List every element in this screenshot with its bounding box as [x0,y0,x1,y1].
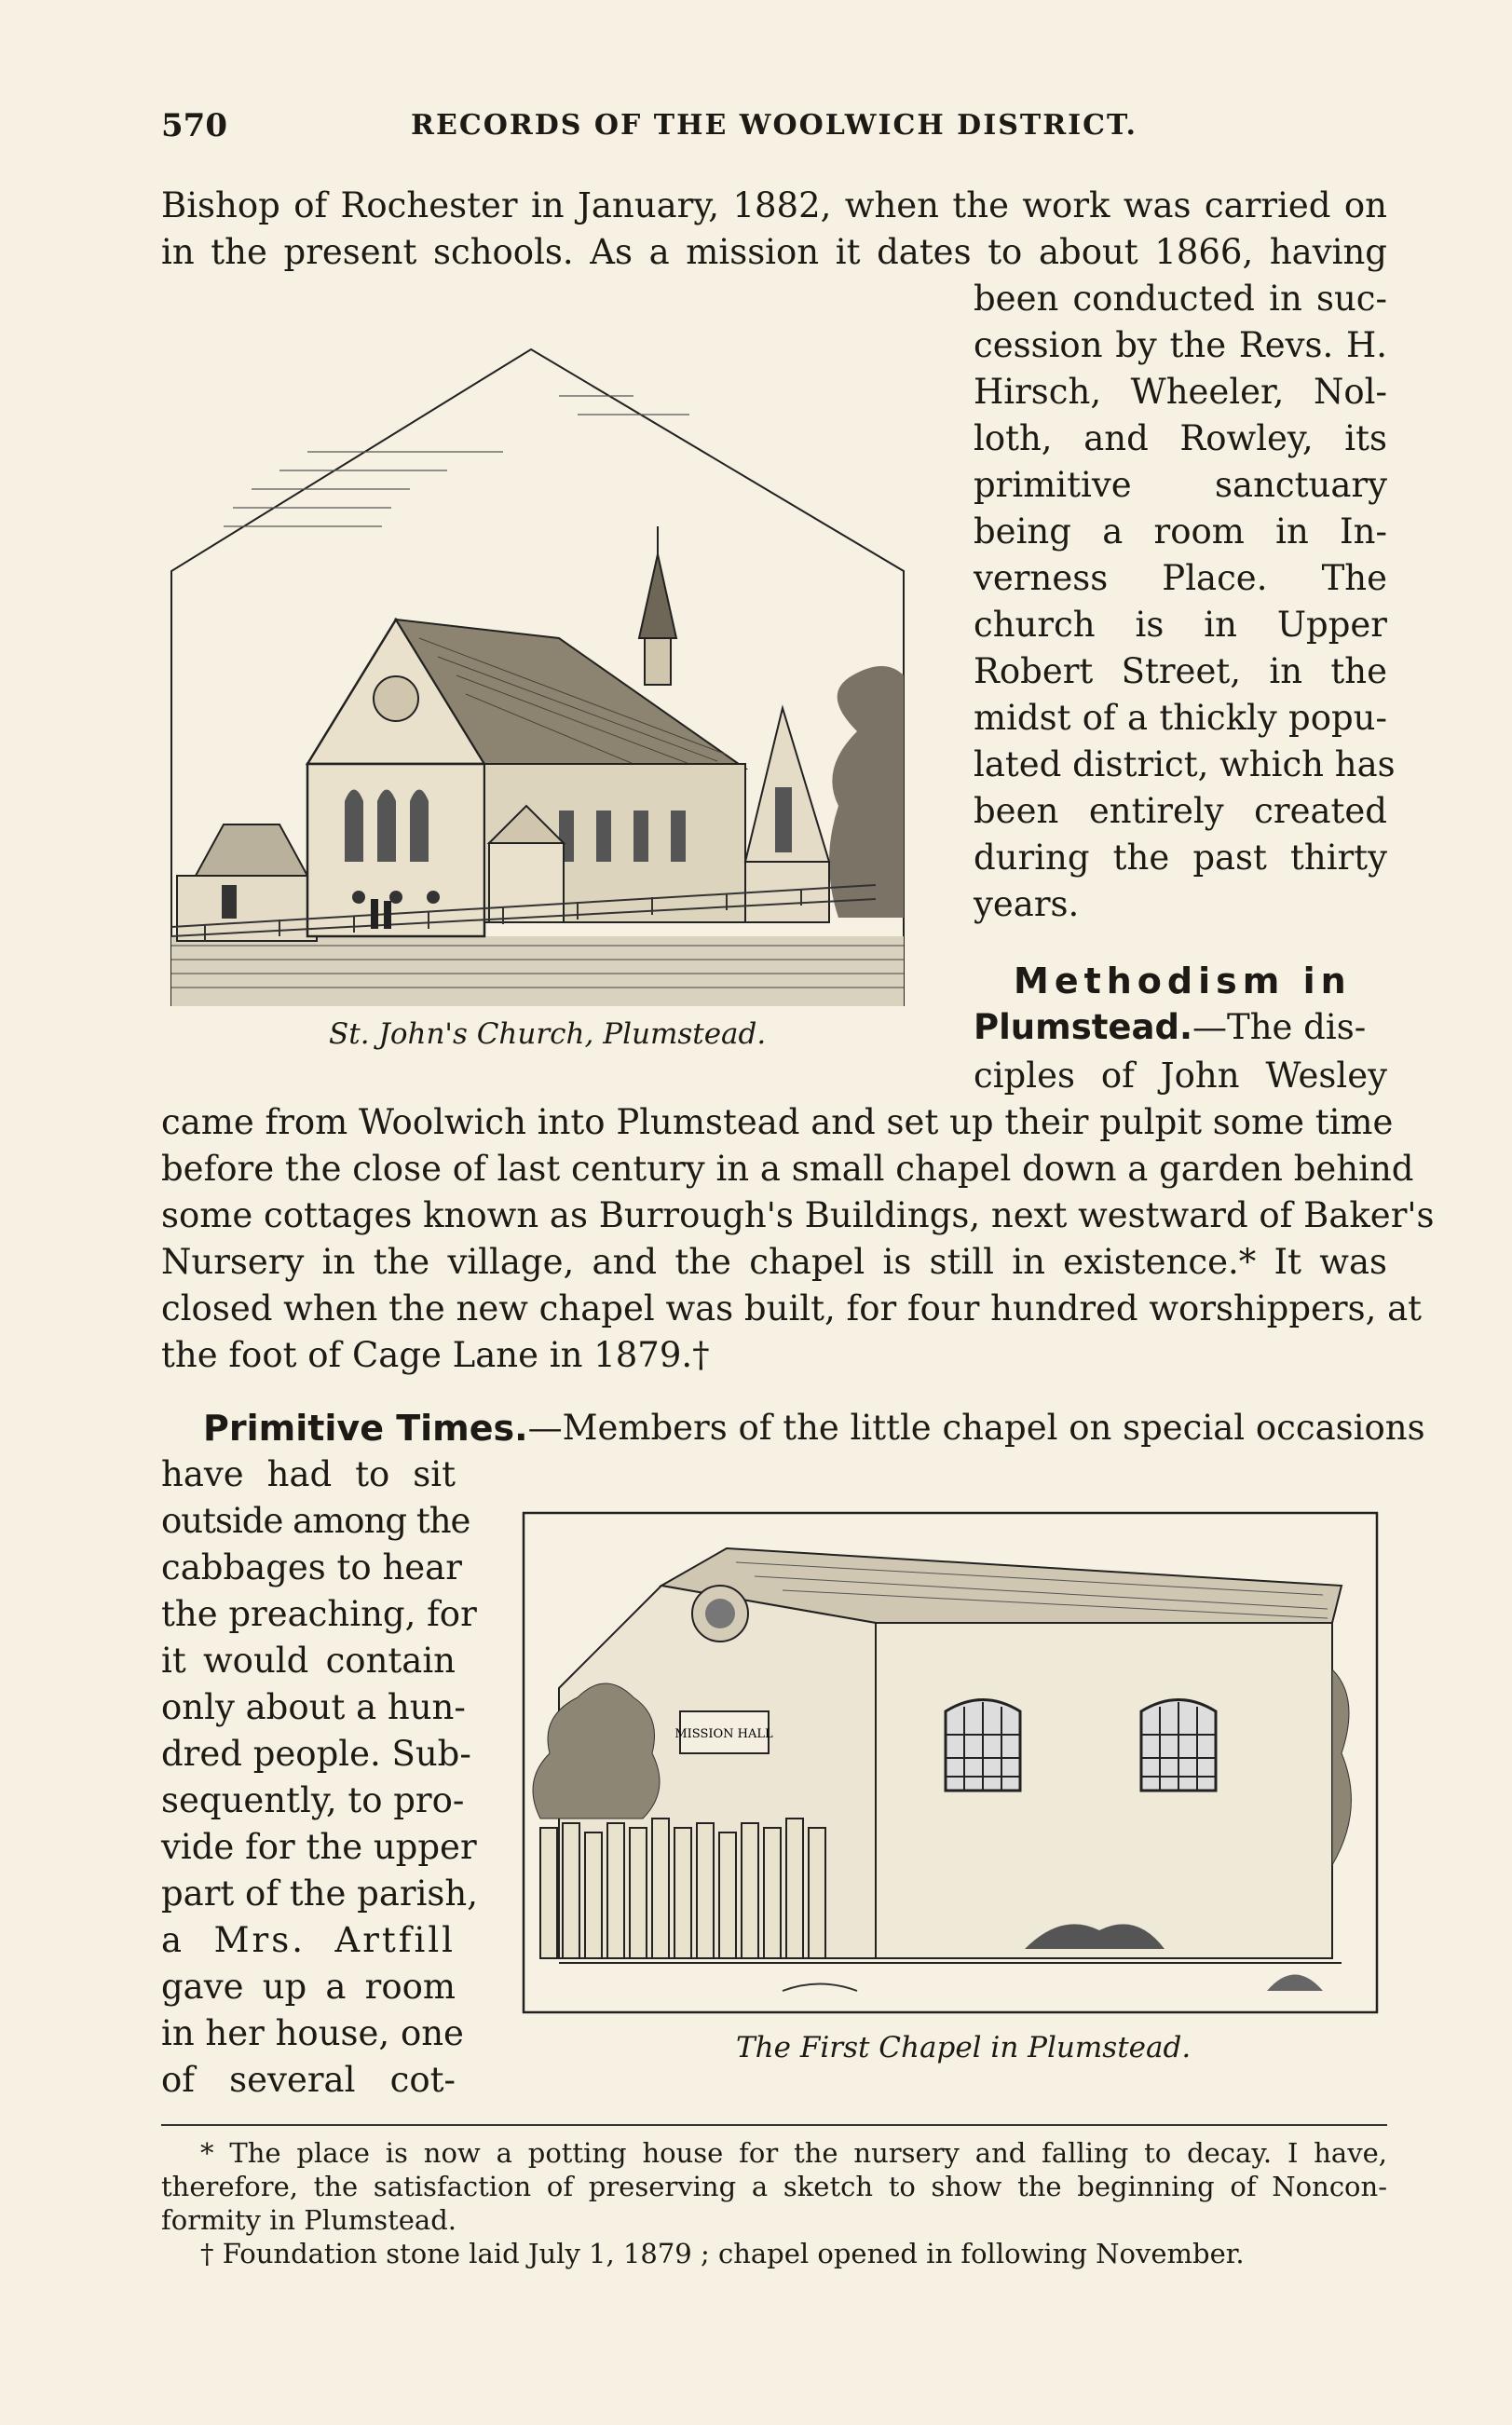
text-line: some cottages known as Burrough's Buildings, next westward of Baker's [161,1195,1435,1235]
text-line: primitive sanctuary [974,465,1387,505]
text-line: only about a hun- [161,1687,466,1727]
section-heading-plumstead: Plumstead. [974,1007,1193,1047]
footnote-line: † Foundation stone laid July 1, 1879 ; chapel opened in following November. [200,2238,1245,2269]
text-line: before the close of last century in a small chapel down a garden behind [161,1149,1414,1189]
text-line: gave up a room [161,1967,456,2007]
footnote-line: * The place is now a potting house for the nursery and falling to decay. I have, [200,2137,1387,2169]
text-line: vide for the upper [161,1827,477,1867]
figure-caption-church: St. John's Church, Plumstead. [329,1017,767,1051]
text-line: a Mrs. Artfill [161,1920,456,1960]
text-line: Hirsch, Wheeler, Nol- [974,372,1387,412]
text-line: during the past thirty [974,838,1387,878]
section-heading-methodism: Methodism in [1014,960,1352,1001]
text-line: the preaching, for [161,1594,477,1634]
text-line: part of the parish, [161,1873,478,1914]
text-line: of several cot- [161,2060,456,2100]
text-line: midst of a thickly popu- [974,698,1387,738]
text-line: loth, and Rowley, its [974,418,1387,458]
text-line: dred people. Sub- [161,1734,471,1774]
chapel-window-right [1141,1700,1216,1792]
footnote-rule [161,2124,1387,2126]
text-line: cession by the Revs. H. [974,325,1387,365]
text-line: sequently, to pro- [161,1780,465,1820]
running-head: RECORDS OF THE WOOLWICH DISTRICT. [411,109,1137,142]
text-line: in the present schools. As a mission it dates to about 1866, having [161,232,1387,272]
text-line: ciples of John Wesley [974,1056,1387,1096]
text-line: Robert Street, in the [974,651,1387,691]
text-line: it would contain [161,1641,456,1681]
text-line: in her house, one [161,2013,464,2053]
chapel-window-left [946,1700,1020,1792]
text-line: church is in Upper [974,605,1387,645]
figure-caption-first-chapel: The First Chapel in Plumstead. [736,2031,1192,2064]
text-line: Plumstead.—The dis- [974,1007,1367,1047]
text-line: years. [974,884,1080,924]
text-line: outside among the [161,1501,470,1541]
text-line: verness Place. The [974,558,1387,598]
text-line: Bishop of Rochester in January, 1882, when the work was carried on [161,185,1387,225]
mission-hall-sign: MISSION HALL [674,1727,773,1741]
first-chapel-sketch [522,1511,1379,2014]
footnote-line: formity in Plumstead. [161,2204,456,2236]
footnote-line: therefore, the satisfaction of preserving a sketch to show the beginning of Noncon- [161,2171,1387,2202]
text-line: being a room in In- [974,511,1387,552]
text-line: closed when the new chapel was built, for four hundred worshippers, at [161,1288,1423,1328]
text-line: Primitive Times. —Members of the little chapel on special occasions [203,1405,1387,1451]
page-number: 570 [161,107,227,144]
text-line: have had to sit [161,1454,456,1494]
text-line: the foot of Cage Lane in 1879.† [161,1335,710,1375]
text-line: lated district, which has [974,744,1396,784]
text-line: came from Woolwich into Plumstead and set up their pulpit some time [161,1102,1394,1142]
text-line: been conducted in suc- [974,279,1387,319]
page-header [161,107,1387,154]
text-line: been entirely created [974,791,1387,831]
text-line: cabbages to hear [161,1547,462,1587]
text-line: Nursery in the village, and the chapel is still in existence.* It was [161,1242,1387,1282]
section-heading-primitive-times: Primitive Times. [203,1408,528,1449]
church-engraving [168,340,913,1006]
